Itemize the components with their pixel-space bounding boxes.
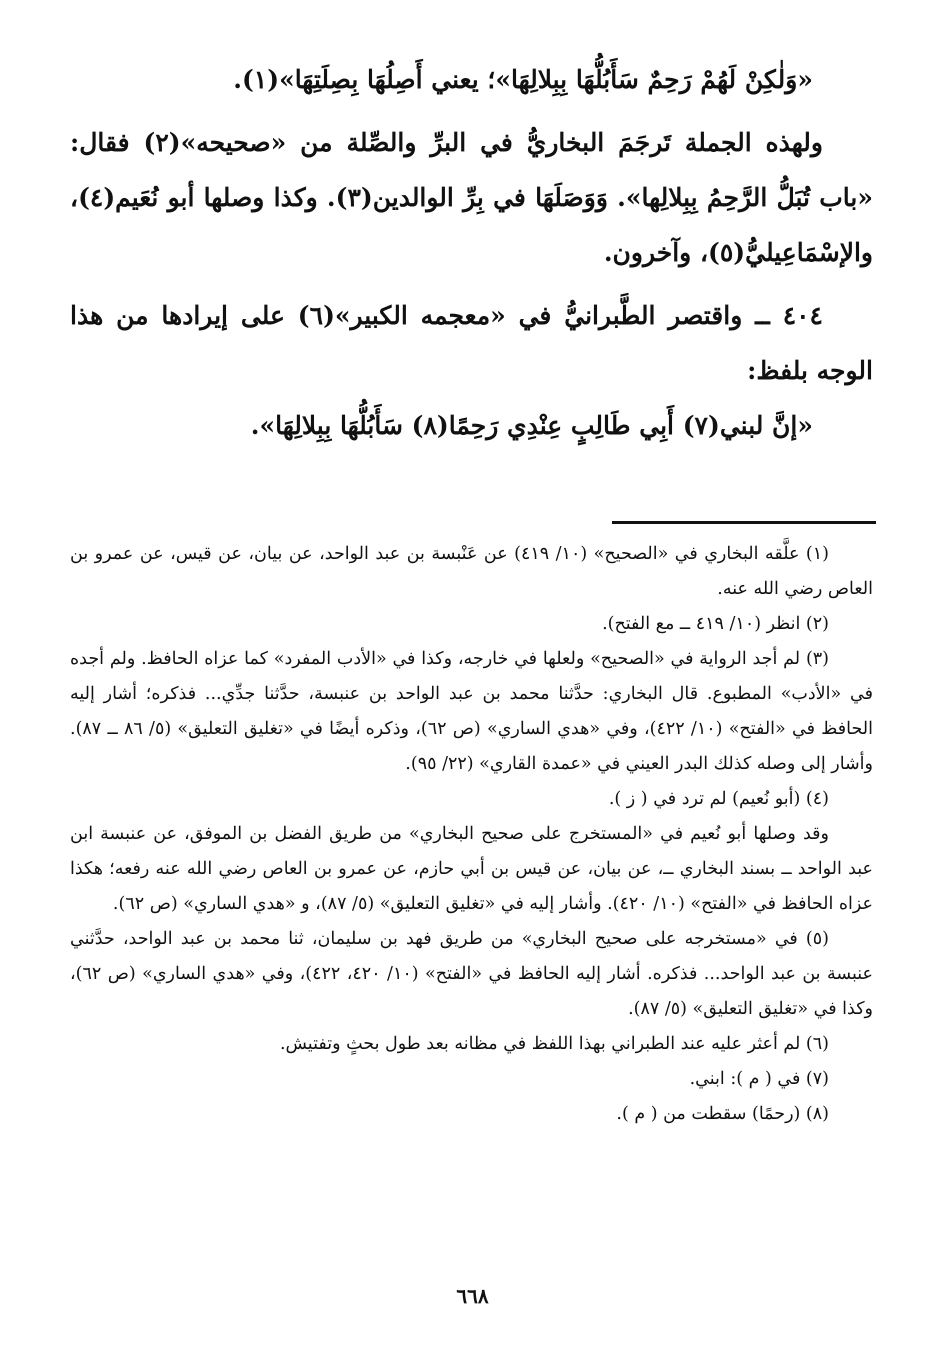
footnote-4-continued: وقد وصلها أبو نُعيم في «المستخرج على صحيح البخاري» من طريق الفضل بن الموفق، عن عنبسة ابن عبد الواحد ــ بسند البخاري ــ، عن بيان، عن قيس بن أبي حازم، عن عمرو بن العاص رضي الله عنه رفعه؛ هكذا عزاه الحافظ في «الفتح» (١٠/ ٤٢٠). وأشار إليه في «تغليق التعليق» (٥/ ٨٧)، و «هدي الساري» (ص ٦٢). — [70, 824, 873, 914]
footnote-6: (٦) لم أعثر عليه عند الطبراني بهذا اللفظ في مظانه بعد طول بحثٍ وتفتيش. — [279, 1034, 829, 1054]
main-text — [70, 52, 873, 453]
footnote-5: (٥) في «مستخرجه على صحيح البخاري» من طريق فهد بن سليمان، ثنا محمد بن عبد الواحد، حدَّثني عنبسة بن عبد الواحد... فذكره. أشار إليه الحافظ في «الفتح» (١٠/ ٤٢٠، ٤٢٢)، وفي «هدي الساري» (ص ٦٢)، وكذا في «تغليق التعليق» (٥/ ٨٧). — [70, 929, 873, 1019]
paragraph-2: ولهذه الجملة تَرجَمَ البخاريُّ في البرِّ والصِّلة من «صحيحه»(٢) فقال: «باب تُبَلُّ الرَّحِمُ بِبِلالِها». وَوَصَلَهَا في بِرِّ الوالدين(٣). وكذا وصلها أبو نُعَيم(٤)، والإسْمَاعِيليُّ(٥)، وآخرون. — [70, 128, 873, 267]
footnote-1: (١) علَّقه البخاري في «الصحيح» (١٠/ ٤١٩) عن عَنْبسة بن عبد الواحد، عن بيان، عن قيس، عن عمرو بن العاص رضي الله عنه. — [70, 544, 873, 599]
footnote-separator — [612, 521, 876, 524]
page-number: ٦٦٨ — [456, 1284, 489, 1308]
quote-paragraph-4: «إنَّ لبني(٧) أَبِي طَالِبٍ عِنْدِي رَحِمًا(٨) سَأَبُلُّهَا بِبِلالِهَا». — [250, 411, 813, 440]
quote-paragraph-1: «وَلٰكِنْ لَهُمْ رَحِمٌ سَأَبُلُّهَا بِبِلالِهَا»؛ يعني أَصِلُهَا بِصِلَتِهَا»(١). — [233, 65, 813, 94]
footnote-7: (٧) في ( م ): ابني. — [689, 1069, 829, 1089]
footnote-3: (٣) لم أجد الرواية في «الصحيح» ولعلها في خارجه، وكذا في «الأدب المفرد» كما عزاه الحافظ. ولم أجده في «الأدب» المطبوع. قال البخاري: حدَّثنا محمد بن عبد الواحد بن عنبسة، حدَّثنا جدِّي... فذكره؛ أشار إليه الحافظ في «الفتح» (١٠/ ٤٢٢)، وفي «هدي الساري» (ص ٦٢)، وذكره أيضًا في «تغليق التعليق» (٥/ ٨٦ ــ ٨٧). وأشار إلى وصله كذلك البدر العيني في «عمدة القاري» (٢٢/ ٩٥). — [70, 649, 873, 774]
paragraph-3: ٤٠٤ ــ واقتصر الطَّبرانيُّ في «معجمه الكبير»(٦) على إيرادها من هذا الوجه بلفظ: — [70, 301, 873, 385]
footnote-8: (٨) (رحمًا) سقطت من ( م ). — [616, 1104, 829, 1124]
footnote-2: (٢) انظر (١٠/ ٤١٩ ــ مع الفتح). — [602, 614, 829, 634]
footnotes — [70, 537, 873, 1132]
footnote-4: (٤) (أبو نُعيم) لم ترد في ( ز ). — [608, 789, 829, 809]
